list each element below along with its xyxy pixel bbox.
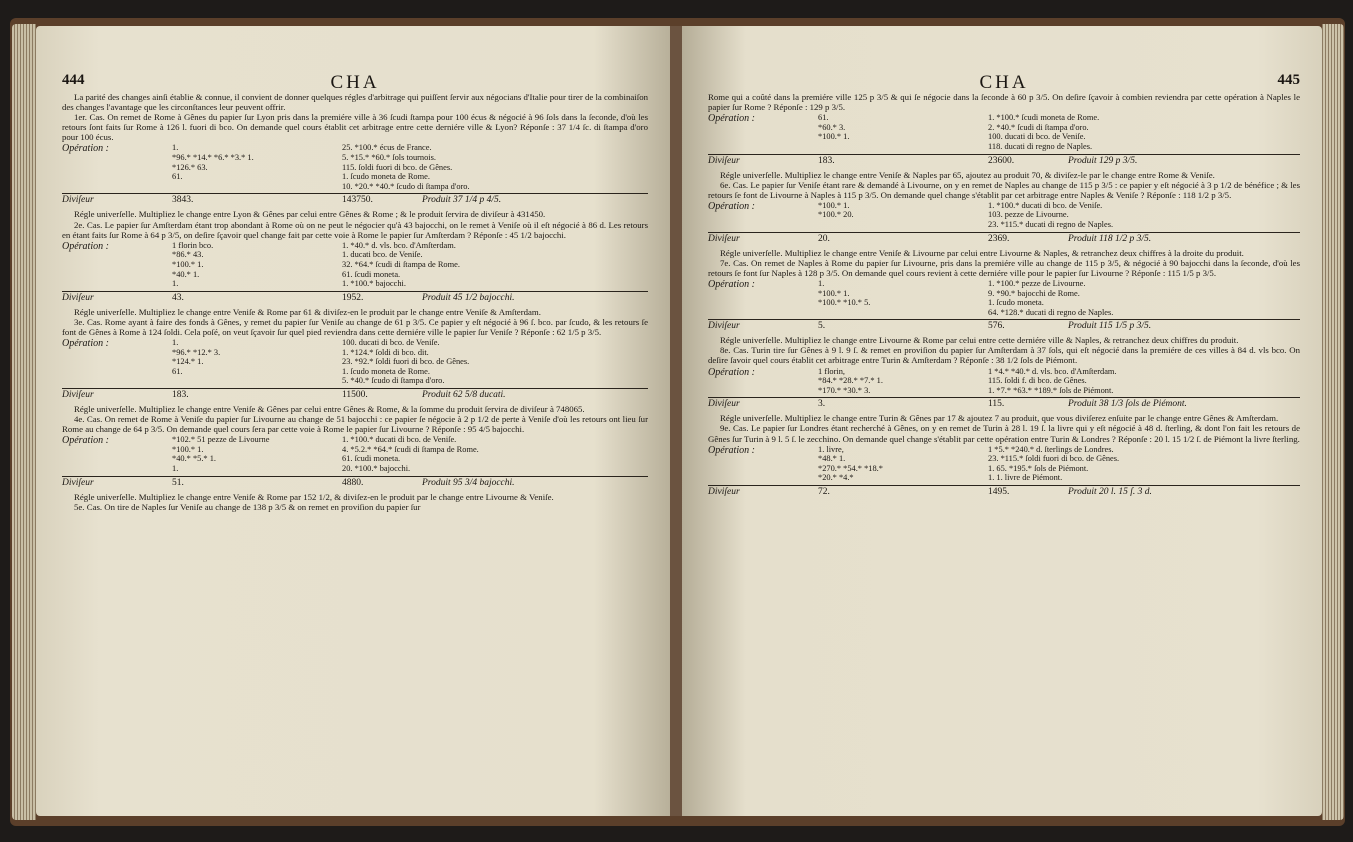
product-value: Produit 95 3/4 bajocchi. [422,477,515,488]
op-line: *100.* 1. [172,259,204,269]
divisor-row [62,193,648,206]
operation-column-b [342,143,648,191]
paragraph: Régle univerſelle. Multipliez le change entre Veniſe & Rome par 152 1/2, & diviſez-en le produit par le change entre Livourne & Veniſe. [74,491,554,502]
op-line: 100. ducati di bco. de Veniſe. [342,337,440,347]
operation-column-b [342,241,648,289]
op-line: 1. [172,337,179,347]
paragraph: Régle univerſelle. Multipliez le change entre Veniſe & Livourne par celui entre Livourne & Naples, & retranchez deux chiffres à la droite du produit. [720,247,1244,258]
operation-column-a [818,367,988,396]
op-line: 1. *40.* d. vls. bco. d'Amſterdam. [342,240,456,250]
product-value: Produit 45 1/2 bajocchi. [422,292,515,303]
running-head [62,72,648,93]
op-line: *20.* *4.* [818,473,854,483]
op-line: *170.* *30.* 3. [818,385,871,395]
op-line: *100.* *10.* 5. [818,298,871,308]
divisor-label: Diviſeur [708,399,740,410]
op-line: 1 florin bco. [172,240,214,250]
paragraph: Régle univerſelle. Multipliez le change entre Veniſe & Gênes par celui entre Gênes & Rome, & la ſomme du produit ſervira de diviſeur à 748065. [74,403,585,414]
paragraph: 1er. Cas. On remet de Rome à Gênes du papier ſur Lyon pris dans la premiére ville à 36 ſcudi ſtampa pour 100 écus & négocié à 96 ſols dans la ſeconde, d'où les retours ſont faits ſur Rome à 126 l. fuori di bco. On demande quel cours établit cet arbitrage entre cette derniére ville & Lyon? Réponſe : 37 1/4 ſc. di ſtampa d'oro pour 100 écus. [62,112,648,143]
product-value: Produit 20 l. 15 ſ. 3 d. [1068,487,1152,497]
op-line: 1. *100.* pezze de Livourne. [988,278,1086,288]
operation-column-b [988,279,1300,317]
book-binding [10,18,1345,826]
divisor-row [62,388,648,401]
op-line: 1. 65. *195.* ſols de Piémont. [988,463,1089,473]
op-line: 10. *20.* *40.* ſcudo di ſtampa d'oro. [342,181,470,191]
operation-label: Opération : [62,337,109,349]
divisor-value: 5. [818,321,826,332]
product-value: Produit 129 p 3/5. [1068,155,1138,166]
operation-label: Opération : [708,200,755,212]
op-line: 1. *100.* ſcudi moneta de Rome. [988,113,1100,123]
divisor-label: Diviſeur [708,487,740,497]
op-line: 115. ſoldi f. di bco. de Gênes. [988,376,1087,386]
divisor-value: 20. [818,233,830,244]
op-line: 64. *128.* ducati di regno de Naples. [988,307,1114,317]
op-line: *48.* 1. [818,454,846,464]
product-value: Produit 118 1/2 p 3/5. [1068,233,1152,244]
paragraph: Régle univerſelle. Multipliez le change entre Lyon & Gênes par celui entre Gênes & Rome ; & le produit ſervira de diviſeur à 431450. [74,209,546,220]
paragraph: Régle univerſelle. Multipliez le change entre Veniſe & Naples par 65, ajoutez au produit 70, & diviſez-le par le change entre Rome & Veniſe. [720,169,1215,180]
divisor-label: Diviſeur [708,155,740,166]
op-line: 1. [172,464,179,473]
operation-label: Opération : [62,435,109,447]
paragraph: 5e. Cas. On tire de Naples ſur Veniſe au change de 138 p 3/5 & on remet en proviſion du papier ſur [74,501,421,512]
total-value: 11500. [342,389,368,400]
product-value: Produit 38 1/3 ſols de Piémont. [1068,399,1187,410]
op-line: 20. *100.* bajocchi. [342,464,411,473]
op-line: 25. *100.* écus de France. [342,143,432,153]
op-line: *86.* 43. [172,250,204,260]
operation-block [708,113,1300,151]
operation-label: Opération : [62,143,109,155]
op-line: 1. [172,143,179,153]
op-line: 1. ſcudo moneta. [988,298,1044,308]
operation-column-a [172,241,342,289]
divisor-label: Diviſeur [708,321,740,332]
operation-column-a [818,113,988,151]
paragraph: Régle univerſelle. Multipliez le change entre Veniſe & Rome par 61 & diviſez-en le produit par le change entre Veniſe & Amſterdam. [74,306,541,317]
divisor-row [708,319,1300,332]
op-line: 5. *40.* ſcudo di ſtampa d'oro. [342,376,445,386]
op-line: 23. *92.* ſoldi fuori di bco. de Gênes. [342,357,470,367]
operation-column-a [818,201,988,230]
op-line: *100.* 1. [818,200,850,210]
op-line: *84.* *28.* *7.* 1. [818,376,883,386]
divisor-value: 3. [818,399,826,410]
operation-label: Opération : [62,240,109,252]
op-line: 4. *5.2.* *64.* ſcudi di ſtampa de Rome. [342,444,479,454]
left-page [36,26,670,816]
op-line: 61. [172,366,183,376]
divisor-row [62,476,648,489]
divisor-row [708,397,1300,410]
head-word: CHA [330,72,380,93]
divisor-label: Diviſeur [62,292,94,303]
paragraph: 7e. Cas. On remet de Naples à Rome du papier ſur Livourne, pris dans la premiére ville au change de 115 p 3/5, & négocié à 90 bajocchi dans la ſeconde, d'où les retours ſe font ſur Naples à 128 p 3/5. On demande quel cours revient à cette derniére ville pour le papier ſur Livourne ? Réponſe : 115 1/5 p 3/5. [708,257,1300,278]
op-line: 118. ducati di regno de Naples. [988,141,1093,151]
product-value: Produit 37 1/4 p 4/5. [422,195,502,206]
op-line: 2. *40.* ſcudi di ſtampa d'oro. [988,122,1089,132]
paragraph: 2e. Cas. Le papier ſur Amſterdam étant trop abondant à Rome où on ne peut le négocier qu'à 43 bajocchi, on le remet à Veniſe où il eſt négocié à 86 d. Les retours en étant faits ſur Rome à 64 p 3/5, on deſire ſçavoir quel change fait par cette voie à Rome le papier ſur Amſterdam ? Réponſe : 45 1/2 bajocchi. [62,219,648,240]
op-line: 1. *100.* bajocchi. [342,279,406,289]
operation-label: Opération : [708,278,755,290]
product-value: Produit 62 5/8 ducati. [422,389,506,400]
operation-label: Opération : [708,366,755,378]
divisor-value: 51. [172,477,184,488]
divisor-row [62,291,648,304]
op-line: 1 *4.* *40.* d. vls. bco. d'Amſterdam. [988,366,1117,376]
total-value: 1495. [988,487,1010,497]
op-line: 9. *90.* bajocchi de Rome. [988,288,1080,298]
operation-block [708,445,1300,483]
op-line: 1. ducati bco. de Veniſe. [342,250,423,260]
divisor-row [708,154,1300,167]
total-value: 576. [988,321,1005,332]
operation-column-a [172,143,342,191]
right-page [682,26,1322,816]
op-line: 1. *100.* ducati di bco. de Veniſe. [342,435,457,445]
total-value: 2369. [988,233,1010,244]
operation-block [62,241,648,289]
operation-block [62,338,648,386]
running-head [708,72,1300,93]
paragraph: 9e. Cas. Le papier ſur Londres étant recherché à Gênes, on y en remet de Turin à 28 l. 19 ſ. la livre qui y eſt négocié à 48 d. ſterling, & dont l'on fait les retours de Gênes ſur Turin à 9 l. 5 ſ. le zecchino. On demande quel change s'établit par cette opération entre Turin & Londres ? Réponſe : 20 l. 15 1/2 ſ. de Piémont la livre ſterling. [708,423,1300,444]
operation-column-a [818,445,988,483]
op-line: *100.* 20. [818,210,854,220]
paragraph: Régle univerſelle. Multipliez le change entre Turin & Gênes par 17 & ajoutez 7 au produit, que vous diviſerez enſuite par le change entre Gênes & Amſterdam. [720,413,1279,424]
total-value: 1952. [342,292,364,303]
op-line: *124.* 1. [172,357,204,367]
divisor-label: Diviſeur [62,477,94,488]
op-line: *96.* *12.* 3. [172,347,221,357]
op-line: 1. *124.* ſoldi di bco. dit. [342,347,429,357]
op-line: *100.* 1. [172,444,204,454]
operation-column-a [172,435,342,473]
total-value: 115. [988,399,1005,410]
divisor-label: Diviſeur [62,195,94,206]
paragraph: 3e. Cas. Rome ayant à faire des fonds à Gênes, y remet du papier ſur Veniſe au change de 61 p 3/5. Ce papier y eſt négocié à 96 ſ. bco. par ſcudo, & les retours ſe font de Gênes à Rome à 124 ſoldi. Cela poſé, on veut ſçavoir ſur quel pied reviendra dans cette derniére ville le papier ſur Veniſe ? Réponſe : 62 1/5 p 3/5. [62,316,648,337]
operation-block [62,143,648,191]
paragraph: La parité des changes ainſi établie & connue, il convient de donner quelques régles d'arbitrage qui puiſſent ſervir aux négocians d'Italie pour tirer de la combinaiſon des changes l'avantage que les circonſtances leur peuvent offrir. [62,92,648,113]
divisor-label: Diviſeur [62,389,94,400]
head-word: CHA [979,72,1029,93]
op-line: *40.* 1. [172,269,200,279]
operation-block [62,435,648,473]
divisor-label: Diviſeur [708,233,740,244]
op-line: *96.* *14.* *6.* *3.* 1. [172,153,254,163]
op-line: 1. 1. livre de Piémont. [988,473,1063,483]
op-line: 1 *5.* *240.* d. ſterlings de Londres. [988,444,1114,454]
divisor-value: 3843. [172,195,194,206]
op-line: 1. *100.* ducati di bco. de Veniſe. [988,200,1103,210]
paragraph: Rome qui a coûté dans la premiére ville 125 p 3/5 & qui ſe négocie dans la ſeconde à 60 p 3/5. On deſire ſçavoir à combien reviendra par cette opération à Naples le papier ſur Rome ? Réponſe : 129 p 3/5. [708,92,1300,113]
operation-column-a [172,338,342,386]
op-line: 103. pezze de Livourne. [988,210,1069,220]
op-line: *270.* *54.* *18.* [818,463,883,473]
operation-column-b [988,113,1300,151]
divisor-value: 183. [818,155,835,166]
paragraph: 8e. Cas. Turin tire ſur Gênes à 9 l. 9 ſ. & remet en proviſion du papier ſur Amſterdam à 37 ſols, qui eſt négocié dans la premiére de ces villes à 84 d. vls bco. On deſire ſavoir quel cours établit cet arbitrage entre Turin & Amſterdam ? Réponſe : 38 1/2 ſols de Piémont. [708,345,1300,366]
op-line: *102.* 51 pezze de Livourne [172,435,270,445]
op-line: *100.* 1. [818,132,850,142]
op-line: 23. *115.* ſoldi fuori di bco. de Gênes. [988,454,1120,464]
operation-column-b [342,435,648,473]
divisor-row [708,485,1300,498]
total-value: 143750. [342,195,373,206]
op-line: 61. [818,113,829,123]
operation-block [708,201,1300,230]
total-value: 4880. [342,477,364,488]
op-line: *60.* 3. [818,122,846,132]
op-line: 1. ſcudo moneta de Rome. [342,172,430,182]
divisor-value: 72. [818,487,830,497]
operation-label: Opération : [708,113,755,125]
operation-column-b [342,338,648,386]
op-line: 1. ſcudo moneta de Rome. [342,366,430,376]
operation-column-a [818,279,988,317]
op-line: *126.* 63. [172,162,208,172]
op-line: 61. [172,172,183,182]
page-edges-left [12,24,36,820]
paragraph: 6e. Cas. Le papier ſur Veniſe étant rare & demandé à Livourne, on y en remet de Naples au change de 115 p 3/5 : ce papier y eſt négocié à 3 p 1/2 de bénéfice ; & les retours ſe font de Livourne à Naples à 115 p 3/5. On demande quel change s'établit par cet arbitrage entre Naples & Veniſe ? Réponſe : 118 1/2 p 3/5. [708,179,1300,200]
op-line: 32. *64.* ſcudi di ſtampa de Rome. [342,259,460,269]
paragraph: Régle univerſelle. Multipliez le change entre Livourne & Rome par celui entre cette derniére ville & Naples, & retranchez deux chiffres du produit. [720,335,1239,346]
op-line: *100.* 1. [818,288,850,298]
product-value: Produit 115 1/5 p 3/5. [1068,321,1152,332]
book-gutter [670,26,682,816]
op-line: 5. *15.* *60.* ſols tournois. [342,153,436,163]
op-line: 61. ſcudi moneta. [342,454,401,464]
op-line: *40.* *5.* 1. [172,454,216,464]
op-line: 1. livre, [818,444,844,454]
op-line: 100. ducati di bco. de Veniſe. [988,132,1086,142]
page-edges-right [1322,24,1344,820]
divisor-value: 183. [172,389,189,400]
op-line: 115. ſoldi fuori di bco. de Gênes. [342,162,453,172]
op-line: 1. [172,279,179,289]
operation-label: Opération : [708,444,755,456]
operation-block [708,279,1300,317]
paragraph: 4e. Cas. On remet de Rome à Veniſe du papier ſur Livourne au change de 51 bajocchi : ce papier ſe négocie à 2 p 1/2 de perte à Veniſe d'où les retours ont lieu ſur Rome au change de 64 p 3/5. On demande quel cours ſera par cette voie à Rome le papier ſur Livourne ? Réponſe : 95 4/5 bajocchi. [62,414,648,435]
op-line: 1 florin, [818,366,845,376]
operation-column-b [988,445,1300,483]
page-number: 445 [1277,72,1300,88]
total-value: 23600. [988,155,1015,166]
operation-column-b [988,201,1300,230]
divisor-row [708,232,1300,245]
operation-column-b [988,367,1300,396]
op-line: 61. ſcudi moneta. [342,269,401,279]
op-line: 23. *115.* ducati di regno de Naples. [988,220,1114,230]
op-line: 1. *7.* *63.* *189.* ſols de Piémont. [988,385,1114,395]
divisor-value: 43. [172,292,184,303]
page-number: 444 [62,72,85,88]
op-line: 1. [818,278,825,288]
operation-block [708,367,1300,396]
